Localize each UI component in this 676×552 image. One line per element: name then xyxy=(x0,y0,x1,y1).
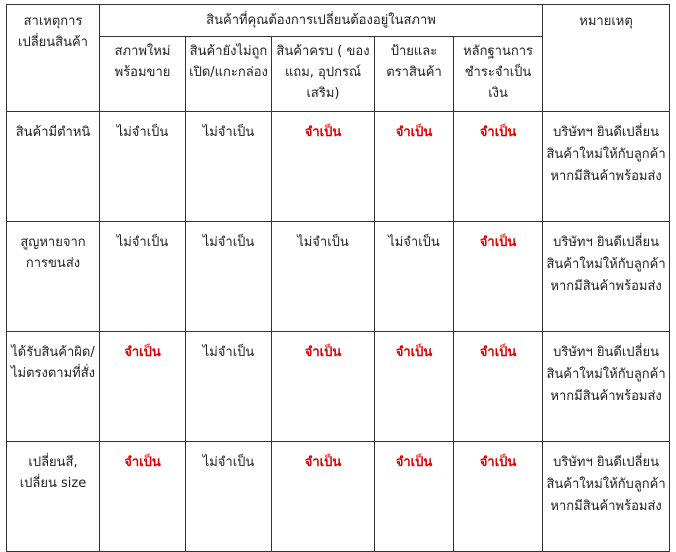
reason-cell: ได้รับสินค้าผิด/ไม่ตรงตามที่สั่ง xyxy=(7,332,100,442)
reason-cell: สินค้ามีตำหนิ xyxy=(7,112,100,222)
not-required-cell: ไม่จำเป็น xyxy=(375,222,454,332)
not-required-cell: ไม่จำเป็น xyxy=(272,222,375,332)
not-required-cell: ไม่จำเป็น xyxy=(186,222,272,332)
table-row xyxy=(7,332,670,442)
required-cell: จำเป็น xyxy=(100,442,186,552)
not-required-cell: ไม่จำเป็น xyxy=(186,442,272,552)
exchange-policy-container xyxy=(6,4,670,552)
remark-cell: บริษัทฯ ยินดีเปลี่ยนสินค้าใหม่ให้กับลูกค้า หากมีสินค้าพร้อมส่ง xyxy=(543,442,670,552)
required-cell: จำเป็น xyxy=(454,442,543,552)
not-required-cell: ไม่จำเป็น xyxy=(100,222,186,332)
required-cell: จำเป็น xyxy=(454,332,543,442)
condition-header-tags: ป้ายและตราสินค้า xyxy=(375,37,454,112)
table-row xyxy=(7,442,670,552)
table-row xyxy=(7,222,670,332)
reason-cell: สูญหายจากการขนส่ง xyxy=(7,222,100,332)
condition-header-complete: สินค้าครบ ( ของแถม, อุปกรณ์เสริม) xyxy=(272,37,375,112)
required-cell: จำเป็น xyxy=(272,112,375,222)
not-required-cell: ไม่จำเป็น xyxy=(186,112,272,222)
remark-column-header: หมายเหตุ xyxy=(543,5,670,112)
required-cell: จำเป็น xyxy=(375,442,454,552)
required-cell: จำเป็น xyxy=(454,222,543,332)
remark-cell: บริษัทฯ ยินดีเปลี่ยนสินค้าใหม่ให้กับลูกค้า หากมีสินค้าพร้อมส่ง xyxy=(543,332,670,442)
reason-column-header: สาเหตุการเปลี่ยนสินค้า xyxy=(7,5,100,112)
condition-group-header: สินค้าที่คุณต้องการเปลี่ยนต้องอยู่ในสภาพ xyxy=(100,5,543,37)
not-required-cell: ไม่จำเป็น xyxy=(186,332,272,442)
not-required-cell: ไม่จำเป็น xyxy=(100,112,186,222)
required-cell: จำเป็น xyxy=(375,332,454,442)
table-body xyxy=(7,112,670,552)
condition-header-unopened: สินค้ายังไม่ถูกเปิด/แกะกล่อง xyxy=(186,37,272,112)
exchange-policy-table xyxy=(6,4,670,552)
required-cell: จำเป็น xyxy=(100,332,186,442)
required-cell: จำเป็น xyxy=(454,112,543,222)
reason-cell: เปลี่ยนสี, เปลี่ยน size xyxy=(7,442,100,552)
remark-cell: บริษัทฯ ยินดีเปลี่ยนสินค้าใหม่ให้กับลูกค้า หากมีสินค้าพร้อมส่ง xyxy=(543,222,670,332)
remark-cell: บริษัทฯ ยินดีเปลี่ยนสินค้าใหม่ให้กับลูกค้า หากมีสินค้าพร้อมส่ง xyxy=(543,112,670,222)
table-row xyxy=(7,112,670,222)
condition-header-payment: หลักฐานการชำระจำเป็นเงิน xyxy=(454,37,543,112)
required-cell: จำเป็น xyxy=(272,442,375,552)
required-cell: จำเป็น xyxy=(272,332,375,442)
condition-header-new: สภาพใหม่ พร้อมขาย xyxy=(100,37,186,112)
required-cell: จำเป็น xyxy=(375,112,454,222)
